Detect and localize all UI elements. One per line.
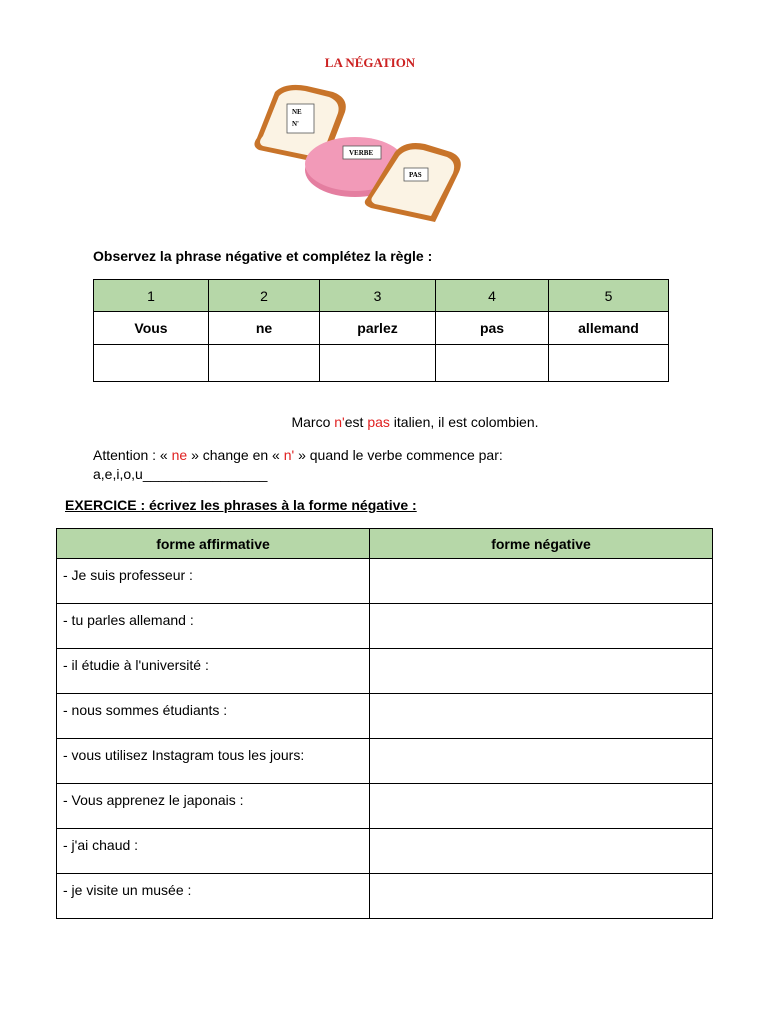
- table-row: [57, 559, 713, 604]
- rule-answer-cell[interactable]: [94, 345, 209, 382]
- affirmative-sentence: - vous utilisez Instagram tous les jours:: [57, 739, 370, 784]
- header-negative: forme négative: [370, 529, 713, 559]
- rule-answer-cell[interactable]: [209, 345, 320, 382]
- rule-word-cell: Vous: [94, 312, 209, 345]
- header-affirmative: forme affirmative: [57, 529, 370, 559]
- example-text: italien, il est colombien.: [389, 414, 539, 430]
- label-n: N': [292, 120, 299, 128]
- table-row: [57, 874, 713, 919]
- attention-text: » quand le verbe commence par:: [294, 447, 503, 463]
- example-negation-ne: n': [334, 414, 345, 430]
- attention-ne: ne: [171, 447, 188, 463]
- rule-table: [93, 279, 669, 382]
- rule-answer-cell[interactable]: [549, 345, 669, 382]
- negative-answer-cell[interactable]: [370, 649, 713, 694]
- example-text: est: [344, 414, 368, 430]
- rule-number-row: [94, 280, 669, 312]
- example-negation-pas: pas: [367, 414, 390, 430]
- table-row: [57, 739, 713, 784]
- table-row: [57, 694, 713, 739]
- rule-number-cell: 4: [436, 280, 549, 312]
- exercise-table: [56, 528, 713, 919]
- rule-word-cell: parlez: [320, 312, 436, 345]
- rule-word-cell: allemand: [549, 312, 669, 345]
- exercise-title: EXERCICE : écrivez les phrases à la forme négative :: [65, 497, 417, 513]
- rule-number-cell: 3: [320, 280, 436, 312]
- attention-note: [93, 446, 593, 484]
- rule-number-cell: 5: [549, 280, 669, 312]
- affirmative-sentence: - il étudie à l'université :: [57, 649, 370, 694]
- exercise-header-row: [57, 529, 713, 559]
- sandwich-illustration: [245, 80, 475, 230]
- affirmative-sentence: - Vous apprenez le japonais :: [57, 784, 370, 829]
- affirmative-sentence: - je visite un musée :: [57, 874, 370, 919]
- rule-word-row: [94, 312, 669, 345]
- rule-number-cell: 1: [94, 280, 209, 312]
- table-row: [57, 604, 713, 649]
- instruction: Observez la phrase négative et complétez la règle :: [93, 248, 433, 264]
- negative-answer-cell[interactable]: [370, 829, 713, 874]
- rule-answer-cell[interactable]: [436, 345, 549, 382]
- example-sentence: [0, 414, 768, 430]
- attention-text: » change en «: [187, 447, 284, 463]
- attention-text: Attention : «: [93, 447, 172, 463]
- affirmative-sentence: - Je suis professeur :: [57, 559, 370, 604]
- rule-answer-cell[interactable]: [320, 345, 436, 382]
- label-verbe: VERBE: [349, 149, 374, 157]
- affirmative-sentence: - j'ai chaud :: [57, 829, 370, 874]
- rule-word-cell: ne: [209, 312, 320, 345]
- table-row: [57, 784, 713, 829]
- page-title: LA NÉGATION: [324, 55, 416, 70]
- affirmative-sentence: - nous sommes étudiants :: [57, 694, 370, 739]
- label-pas: PAS: [409, 171, 422, 179]
- negative-answer-cell[interactable]: [370, 694, 713, 739]
- affirmative-sentence: - tu parles allemand :: [57, 604, 370, 649]
- rule-word-cell: pas: [436, 312, 549, 345]
- negative-answer-cell[interactable]: [370, 739, 713, 784]
- table-row: [57, 649, 713, 694]
- rule-number-cell: 2: [209, 280, 320, 312]
- negative-answer-cell[interactable]: [370, 874, 713, 919]
- table-row: [57, 829, 713, 874]
- attention-vowels-blank[interactable]: a,e,i,o,u________________: [93, 466, 268, 482]
- negative-answer-cell[interactable]: [370, 559, 713, 604]
- rule-blank-row: [94, 345, 669, 382]
- example-text: Marco: [291, 414, 335, 430]
- attention-n: n': [283, 447, 295, 463]
- negative-answer-cell[interactable]: [370, 604, 713, 649]
- negative-answer-cell[interactable]: [370, 784, 713, 829]
- label-ne: NE: [292, 108, 302, 116]
